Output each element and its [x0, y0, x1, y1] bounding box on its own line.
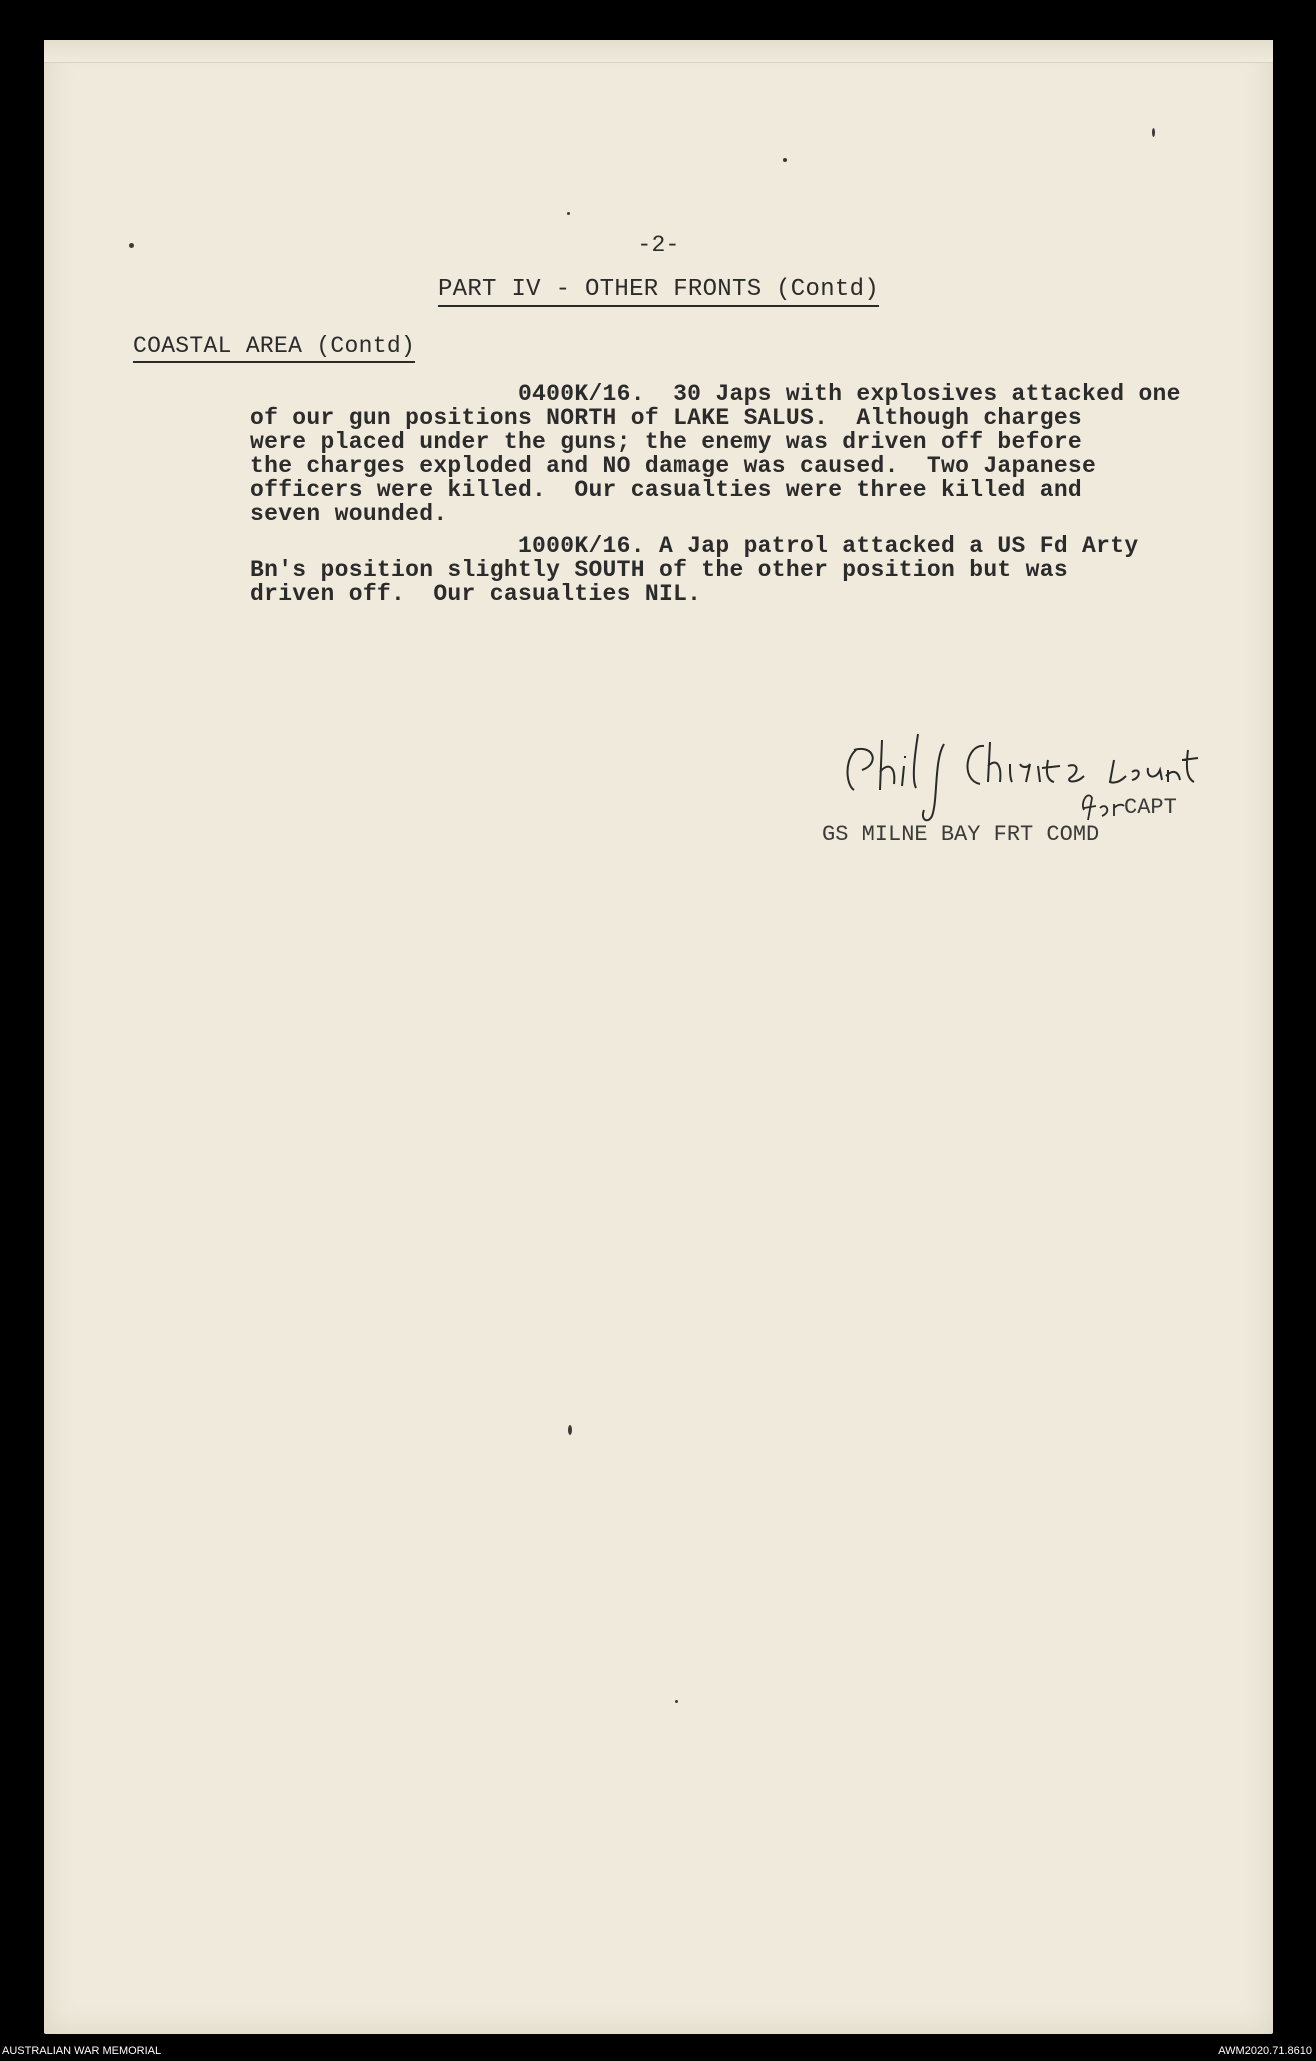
part-heading-text: PART IV - OTHER FRONTS (Contd) — [438, 276, 879, 307]
report-paragraph-0400k: 0400K/16. 30 Japs with explosives attacked one of our gun positions NORTH of LAKE SALUS. Although charges were placed under the guns; the enemy was driven off before the charges exploded and NO damage was caused. Two Japanese officers were killed. Our casualties were three killed and seven wounded. — [250, 381, 1181, 527]
signature-block — [784, 720, 1244, 860]
paper-speck — [567, 212, 570, 215]
paper-speck — [1152, 128, 1155, 137]
footer-credit: AUSTRALIAN WAR MEMORIAL — [2, 2045, 162, 2057]
signature-appointment: GS MILNE BAY FRT COMD — [822, 822, 1100, 847]
section-heading — [133, 334, 415, 358]
report-paragraph-1000k: 1000K/16. A Jap patrol attacked a US Fd Arty Bn's position slightly SOUTH of the other position but was driven off. Our casualties NIL. — [250, 533, 1139, 607]
paper-speck — [675, 1700, 678, 1703]
paper-speck — [783, 158, 787, 162]
paper-speck — [568, 1425, 572, 1435]
footer-accession-number: AWM2020.71.8610 — [1218, 2045, 1312, 2057]
paper-speck — [129, 243, 134, 248]
section-heading-text: COASTAL AREA (Contd) — [133, 333, 415, 363]
document-sheet — [44, 40, 1273, 2034]
sheet-fold-edge — [44, 40, 1273, 63]
signature-rank: CAPT — [1124, 795, 1177, 820]
page-number: -2- — [637, 232, 680, 258]
part-heading — [44, 278, 1273, 302]
